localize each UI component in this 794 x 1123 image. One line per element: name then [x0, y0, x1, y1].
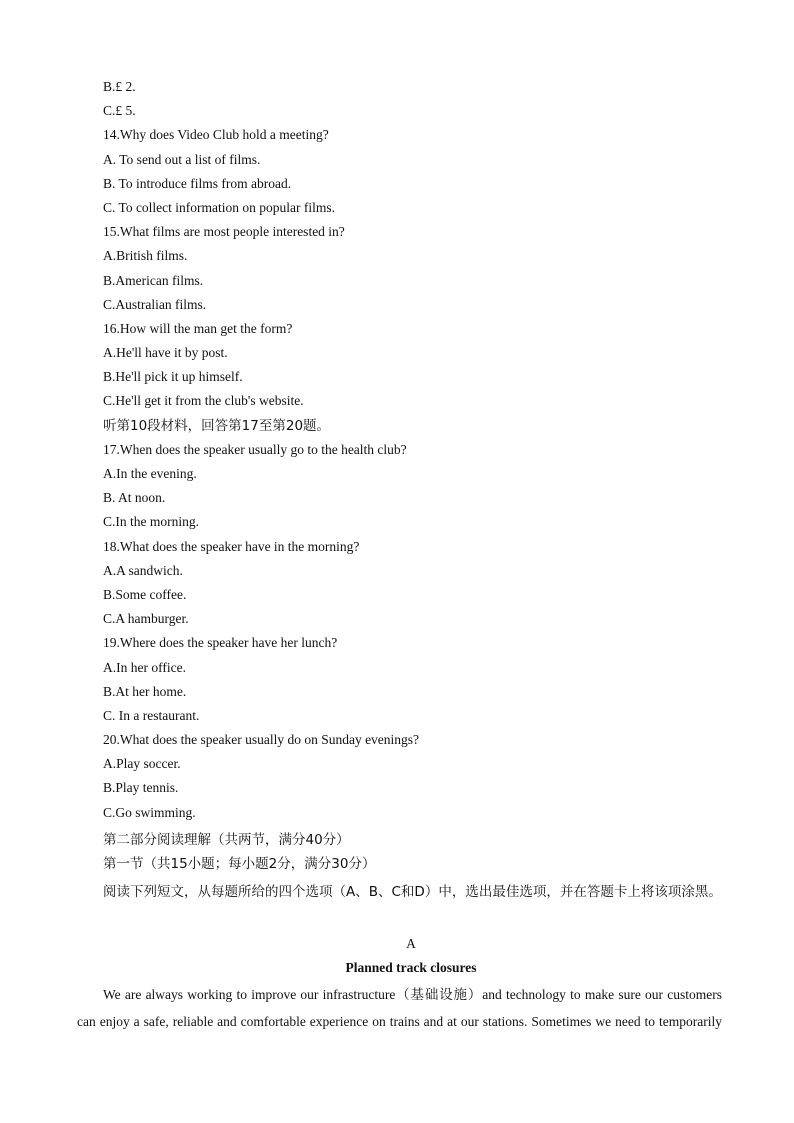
- question-line: B.£ 2.: [103, 79, 136, 94]
- question-line: 19.Where does the speaker have her lunch?: [103, 635, 338, 651]
- question-line: 17.When does the speaker usually go to the health club?: [103, 441, 407, 457]
- passage-line-1: We are always working to improve our infrastructure（基础设施）and technology to make sure our customers: [103, 987, 722, 1002]
- question-line: B.American films.: [103, 272, 204, 288]
- question-line: B.Play tennis.: [103, 780, 179, 796]
- question-line: C. To collect information on popular films.: [103, 199, 336, 215]
- reading-instruction: 阅读下列短文，从每题所给的四个选项（A、B、C和D）中，选出最佳选项，并在答题卡上将该项涂黑。: [103, 884, 722, 900]
- question-line: 18.What does the speaker have in the morning?: [103, 538, 360, 554]
- question-line: 20.What does the speaker usually do on Sunday evenings?: [103, 732, 420, 748]
- question-line: A.In the evening.: [103, 466, 197, 481]
- question-line: A.British films.: [103, 248, 188, 264]
- question-line: 16.How will the man get the form?: [103, 320, 293, 336]
- question-line: 14.Why does Video Club hold a meeting?: [103, 127, 329, 143]
- passage-line-2: can enjoy a safe, reliable and comfortable experience on trains and at our stations. Sometimes we need to temporarily: [77, 1014, 722, 1029]
- question-line: A.In her office.: [103, 659, 186, 675]
- section-heading: 第一节（共15小题；每小题2分，满分30分）: [103, 856, 376, 872]
- question-line: B.Some coffee.: [103, 586, 187, 602]
- question-line: C.A hamburger.: [103, 611, 189, 627]
- section-label: A: [406, 936, 416, 951]
- question-line: C.He'll get it from the club's website.: [103, 393, 304, 409]
- question-line: A. To send out a list of films.: [103, 151, 261, 167]
- question-line: B.At her home.: [103, 683, 187, 699]
- passage-title: Planned track closures: [345, 960, 477, 975]
- question-line: C.£ 5.: [103, 103, 136, 119]
- question-line: C. In a restaurant.: [103, 707, 200, 723]
- question-line: B. To introduce films from abroad.: [103, 175, 292, 191]
- question-line: C.In the morning.: [103, 514, 199, 530]
- question-line: C.Go swimming.: [103, 804, 196, 820]
- question-list: [103, 75, 743, 876]
- question-line: B. At noon.: [103, 490, 166, 506]
- question-line: C.Australian films.: [103, 296, 207, 312]
- question-line: 15.What films are most people interested in?: [103, 224, 345, 240]
- section-heading: 听第10段材料，回答第17至第20题。: [103, 417, 331, 434]
- question-line: A.A sandwich.: [103, 562, 183, 578]
- question-line: A.He'll have it by post.: [103, 345, 228, 361]
- question-line: A.Play soccer.: [103, 756, 181, 772]
- section-heading: 第二部分阅读理解（共两节，满分40分）: [103, 831, 350, 848]
- question-line: B.He'll pick it up himself.: [103, 369, 243, 385]
